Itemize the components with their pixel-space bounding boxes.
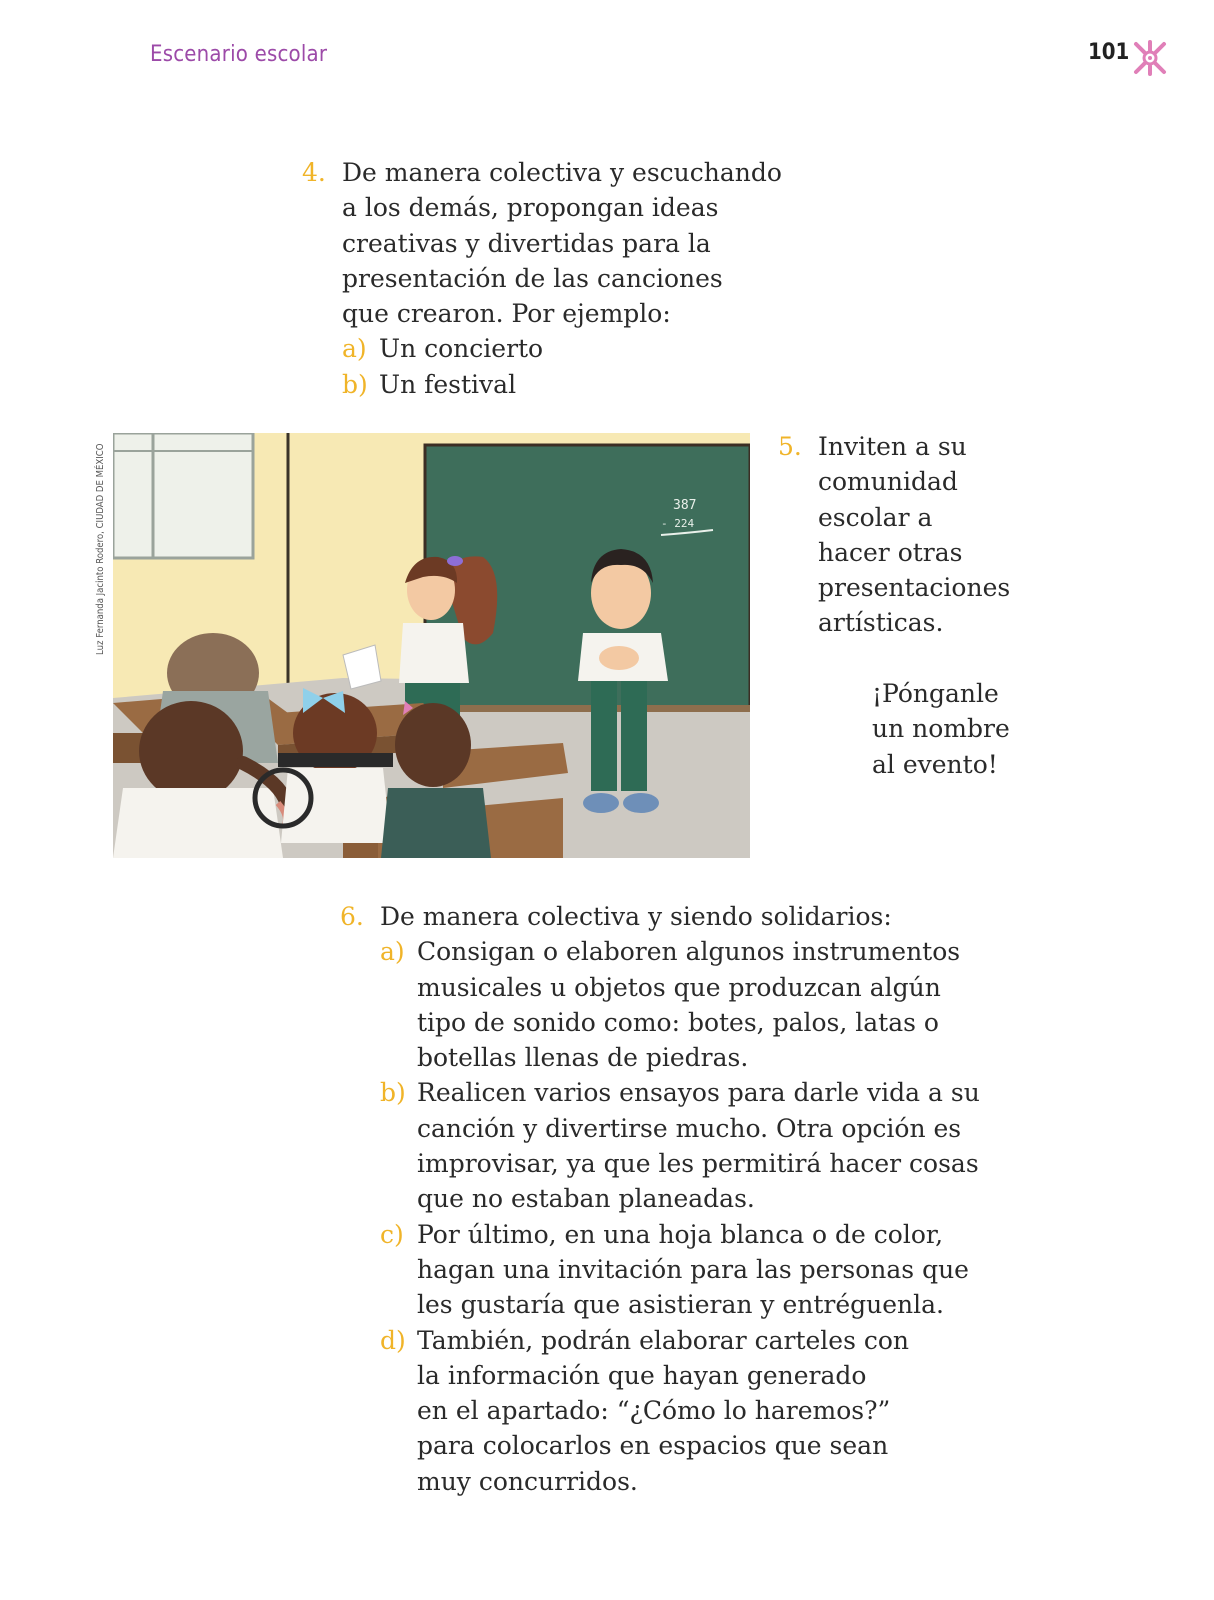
text-line: hacer otras: [818, 537, 963, 567]
option-letter: b): [342, 369, 368, 399]
board-number: - 224: [661, 517, 695, 530]
item-b: [380, 1075, 980, 1216]
text-line: escolar a: [818, 502, 933, 532]
item-letter: c): [380, 1219, 404, 1249]
text-line: en el apartado: “¿Cómo lo haremos?”: [417, 1396, 891, 1426]
text-line: musicales u objetos que produzcan algún: [417, 972, 941, 1002]
step-intro: De manera colectiva y siendo solidarios:: [380, 902, 892, 931]
item-c: [380, 1217, 980, 1323]
text-line: les gustaría que asistieran y entréguenla.: [417, 1290, 945, 1320]
classroom-illustration: [113, 433, 750, 858]
step-number: 6.: [340, 902, 364, 931]
item-a: [380, 934, 980, 1075]
item-letter: a): [380, 937, 405, 967]
text-line: improvisar, ya que les permitirá hacer cosas: [417, 1149, 979, 1179]
step-6: [340, 899, 980, 1499]
text-line: a los demás, propongan ideas: [342, 193, 719, 223]
item-letter: d): [380, 1325, 406, 1355]
step-4: [302, 155, 782, 402]
text-line: Realicen varios ensayos para darle vida a su: [417, 1078, 980, 1108]
step-number: 5.: [778, 432, 802, 461]
text-line: artísticas.: [818, 608, 944, 638]
text-line: También, podrán elaborar carteles con: [417, 1325, 910, 1355]
illustration-credit: Luz Fernanda Jacinto Rodero, CIUDAD DE MÉXICO: [95, 443, 106, 655]
text-line: la información que hayan generado: [417, 1360, 867, 1390]
text-line: Inviten a su: [818, 432, 967, 461]
option-letter: a): [342, 334, 367, 364]
step-number: 4.: [302, 158, 326, 187]
decorative-flower-icon: [1130, 38, 1170, 78]
page-number: 101: [1088, 40, 1130, 65]
text-line: hagan una invitación para las personas que: [417, 1254, 969, 1284]
item-d: [380, 1323, 980, 1499]
text-line: De manera colectiva y escuchando: [342, 158, 782, 187]
text-line: muy concurridos.: [417, 1466, 638, 1496]
text-line: Consigan o elaboren algunos instrumentos: [417, 937, 961, 967]
item-letter: b): [380, 1078, 406, 1108]
text-line: tipo de sonido como: botes, palos, latas o: [417, 1007, 939, 1037]
text-line: creativas y divertidas para la: [342, 228, 711, 258]
text-line: que no estaban planeadas.: [417, 1184, 755, 1214]
text-line: que crearon. Por ejemplo:: [342, 299, 671, 329]
option-b: [342, 367, 782, 402]
text-line: presentación de las canciones: [342, 263, 723, 293]
step-5: [778, 429, 1010, 641]
option-text: Un concierto: [379, 334, 544, 364]
text-line: botellas llenas de piedras.: [417, 1043, 749, 1073]
option-text: Un festival: [379, 369, 517, 399]
text-line: Por último, en una hoja blanca o de color,: [417, 1219, 944, 1249]
text-line: para colocarlos en espacios que sean: [417, 1431, 889, 1461]
text-line: al evento!: [872, 749, 998, 779]
text-line: un nombre: [872, 714, 1010, 744]
text-line: canción y divertirse mucho. Otra opción es: [417, 1113, 962, 1143]
text-line: ¡Pónganle: [872, 679, 999, 708]
section-title: Escenario escolar: [150, 42, 328, 67]
option-a: [342, 331, 782, 366]
board-number: 387: [673, 498, 697, 513]
text-line: presentaciones: [818, 573, 1011, 603]
text-line: comunidad: [818, 467, 958, 497]
motto: [872, 676, 1010, 782]
